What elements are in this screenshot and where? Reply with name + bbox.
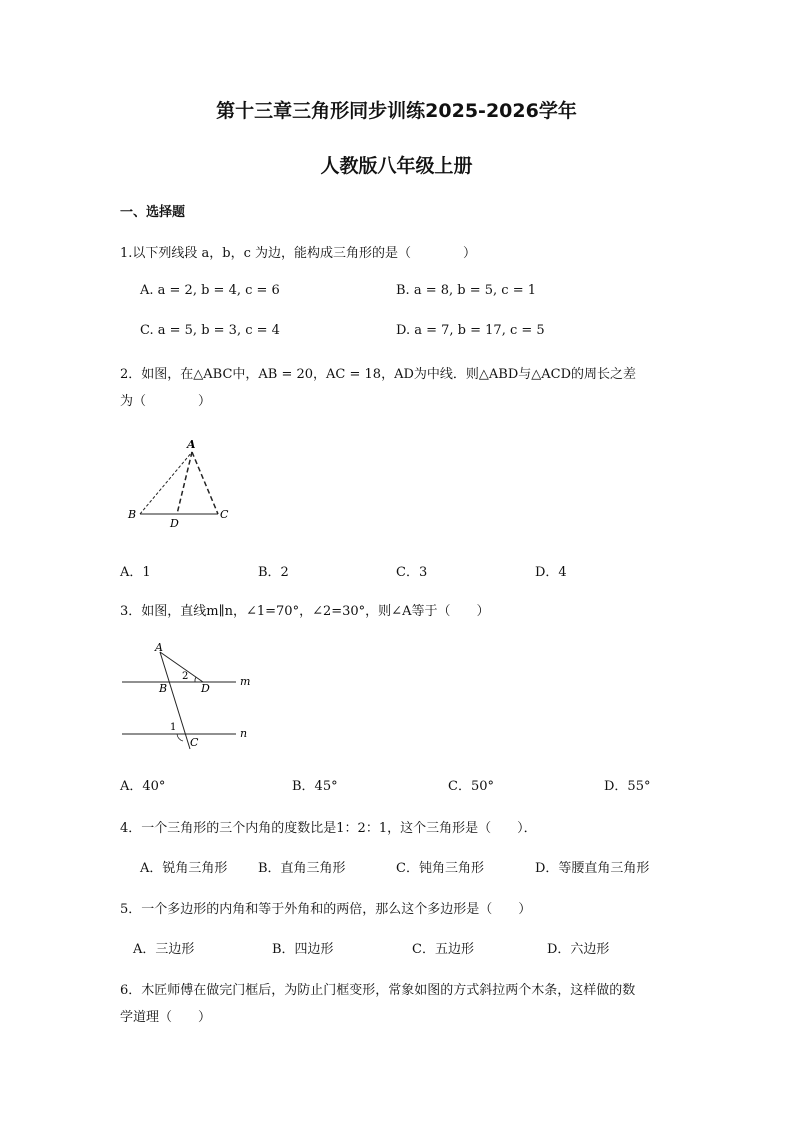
label-c: C [220,508,229,521]
label-d: D [201,682,210,695]
label-d: D [170,517,179,530]
q2-option-d: D．4 [535,565,567,580]
q3-option-c: C．50° [448,779,494,794]
label-angle-2: 2 [182,671,189,682]
q3-option-b: B．45° [292,779,338,794]
q3-option-d: D．55° [604,779,651,794]
q4-option-d: D．等腰直角三角形 [535,861,650,876]
question-6-line-1: 6．木匠师傅在做完门框后，为防止门框变形，常象如图的方式斜拉两个木条，这样做的数 [120,983,636,998]
parallel-lines-figure [120,638,260,754]
segment-ad [177,452,192,514]
q1-option-c: C. a = 5, b = 3, c = 4 [140,323,280,338]
section-heading: 一、选择题 [120,205,186,220]
q1-option-b: B. a = 8, b = 5, c = 1 [396,283,536,298]
question-2-line-1: 2．如图，在△ABC中，AB = 20，AC = 18，AD为中线．则△ABD与△ACD的周长之差 [120,367,637,382]
q2-option-b: B．2 [258,565,289,580]
q4-option-c: C．钝角三角形 [396,861,484,876]
question-4-text: 4．一个三角形的三个内角的度数比是1：2：1，这个三角形是（ ）． [120,821,537,836]
segment-ac [192,452,218,514]
q4-option-a: A．锐角三角形 [140,861,228,876]
title-line-2: 人教版八年级上册 [320,155,473,177]
q3-option-a: A．40° [120,779,166,794]
label-a: A [155,641,163,654]
segment-ab [140,452,192,514]
angle-1-arc [177,734,183,741]
label-m: m [240,675,251,688]
label-angle-1: 1 [170,722,177,733]
question-6-line-2: 学道理（ ） [120,1010,212,1025]
question-5-text: 5．一个多边形的内角和等于外角和的两倍，那么这个多边形是（ ） [120,902,532,917]
q4-option-b: B．直角三角形 [258,861,346,876]
q5-option-d: D．六边形 [547,942,610,957]
angle-2-arc [195,677,196,682]
title-line-1: 第十三章三角形同步训练2025-2026学年 [216,100,577,122]
q1-option-d: D. a = 7, b = 17, c = 5 [396,323,545,338]
label-b: B [159,682,168,695]
q2-option-c: C．3 [396,565,428,580]
label-c: C [190,736,199,749]
triangle-abc-figure [120,432,240,532]
question-1-text: 1.以下列线段 a，b，c 为边，能构成三角形的是（ ） [120,246,477,261]
q5-option-b: B．四边形 [272,942,334,957]
label-a: A [187,438,196,451]
label-n: n [240,727,248,740]
label-b: B [128,508,137,521]
q5-option-c: C．五边形 [412,942,474,957]
question-2-line-2: 为（ ） [120,394,212,409]
q1-option-a: A. a = 2, b = 4, c = 6 [140,283,280,298]
q2-option-a: A．1 [120,565,151,580]
q5-option-a: A．三边形 [133,942,195,957]
question-3-text: 3．如图，直线m∥n，∠1=70°，∠2=30°，则∠A等于（ ） [120,604,490,619]
